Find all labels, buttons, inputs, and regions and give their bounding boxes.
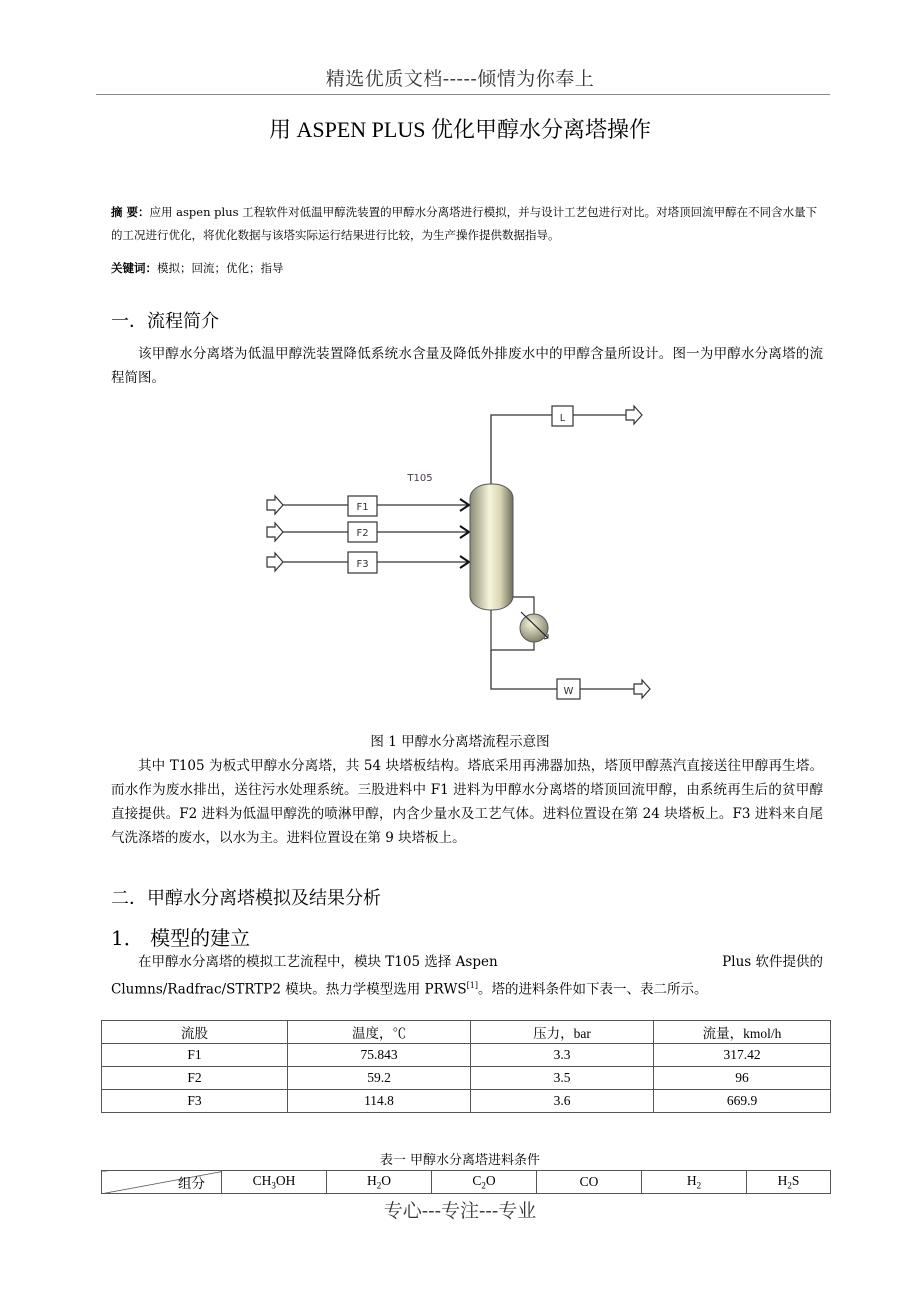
- model-paragraph-line2: [111, 974, 823, 1002]
- formula-tail: OH: [275, 1173, 296, 1189]
- abstract-label: 摘 要：: [111, 205, 150, 219]
- stream-label-F2: F2: [356, 528, 369, 539]
- feed-conditions-table: [101, 1020, 831, 1113]
- column-label: T105: [407, 473, 433, 484]
- document-title: 用 ASPEN PLUS 优化甲醇水分离塔操作: [269, 117, 651, 142]
- table-cell: F2: [102, 1067, 288, 1090]
- inlet-arrow-icon: [267, 553, 283, 571]
- table-header-cell: 温度，℃: [288, 1021, 471, 1044]
- table1-caption: 表一 甲醇水分离塔进料条件: [379, 1153, 541, 1168]
- formula-main: H: [777, 1173, 788, 1189]
- formula-tail: O: [381, 1173, 391, 1189]
- component-header: [747, 1171, 831, 1194]
- section1-paragraph: 该甲醇水分离塔为低温甲醇洗装置降低系统水含量及降低外排废水中的甲醇含量所设计。图一为甲醇水分离塔的流程简图。: [111, 346, 823, 386]
- table-cell: 3.6: [471, 1090, 654, 1113]
- table-cell: 3.3: [471, 1044, 654, 1067]
- formula-tail: O: [485, 1173, 496, 1189]
- outlet-arrow-icon: [626, 406, 642, 424]
- figure-caption: 图 1 甲醇水分离塔流程示意图: [370, 734, 550, 750]
- process-flow-diagram: [250, 400, 670, 710]
- formula-main: CH: [252, 1173, 272, 1189]
- keywords-text: 模拟；回流；优化；指导: [157, 261, 284, 275]
- keywords-label: 关键词：: [111, 261, 157, 275]
- table-header-cell: 压力，bar: [471, 1021, 654, 1044]
- table-cell: 96: [654, 1067, 831, 1090]
- top-stream-line: [491, 415, 552, 485]
- table-cell: 3.5: [471, 1067, 654, 1090]
- feed-stream-F1: [267, 496, 469, 516]
- model-text-line2b: 。塔的进料条件如下表一、表二所示。: [477, 981, 708, 998]
- table-row: [102, 1090, 831, 1113]
- table-header-row: [102, 1171, 831, 1194]
- table-cell: 669.9: [654, 1090, 831, 1113]
- inlet-arrow-icon: [267, 523, 283, 541]
- feed-stream-F3: [267, 552, 469, 573]
- formula-tail: S: [791, 1173, 800, 1189]
- page-header: 精选优质文档-----倾情为你奉上: [325, 68, 595, 90]
- table-header-cell: 流股: [102, 1021, 288, 1044]
- subsection-heading: 1． 模型的建立: [111, 926, 251, 950]
- citation-ref[interactable]: [1]: [466, 981, 478, 990]
- abstract-text: 应用 aspen plus 工程软件对低温甲醇洗装置的甲醇水分离塔进行模拟，并与设计工艺包进行对比。对塔顶回流甲醇在不同含水量下的工况进行优化，将优化数据与该塔实际运行结果进行比较，为生产操作提供数据指导。: [111, 205, 818, 242]
- formula-main: H: [686, 1173, 697, 1189]
- section2-heading: 二．甲醇水分离塔模拟及结果分析: [111, 888, 381, 909]
- formula-sub: 2: [376, 1180, 382, 1191]
- feed-stream-F2: [267, 522, 469, 542]
- component-header: [222, 1171, 327, 1194]
- formula-sub: 2: [696, 1180, 702, 1191]
- page-footer: 专心---专注---专业: [383, 1200, 537, 1222]
- corner-label: 组分: [178, 1176, 205, 1191]
- section1-heading: 一．流程简介: [111, 311, 219, 332]
- component-header: [432, 1171, 537, 1194]
- column-description: 其中 T105 为板式甲醇水分离塔，共 54 块塔板结构。塔底采用再沸器加热，塔顶甲醇蒸汽直接送往甲醇再生塔。而水作为废水排出，送往污水处理系统。三股进料中 F1 进料为甲醇水分离塔的塔顶回流甲醇，由系统再生后的贫甲醇直接提供。F2 进料为低温甲醇洗的喷淋甲醇，内含少量水及工艺气体。进料位置设在第 24 块塔板上。F3 进料来自尾气洗涤塔的废水，以水为主。进料位置设在第 9 块塔板上。: [111, 758, 823, 846]
- component-header: [642, 1171, 747, 1194]
- table-cell: 59.2: [288, 1067, 471, 1090]
- abstract: [111, 201, 827, 247]
- table-header-cell: 流量，kmol/h: [654, 1021, 831, 1044]
- formula-main: C: [472, 1173, 482, 1189]
- formula-sub: 2: [787, 1180, 792, 1191]
- reboiler-icon: [520, 614, 548, 642]
- model-text-part1: 在甲醇水分离塔的模拟工艺流程中，模块 T105 选择 Aspen: [138, 954, 498, 970]
- table-cell: 75.843: [288, 1044, 471, 1067]
- outlet-arrow-icon: [634, 680, 650, 698]
- stream-label-W: W: [563, 686, 574, 697]
- table-row: [102, 1067, 831, 1090]
- formula-sub: 2: [481, 1180, 486, 1191]
- table-corner-cell: [102, 1171, 222, 1194]
- model-text-part2: Plus 软件提供的: [722, 954, 823, 970]
- model-text-line2a: Clumns/Radfrac/STRTP2 模块。热力学模型选用 PRWS: [111, 981, 467, 998]
- formula-sub: 3: [271, 1180, 276, 1191]
- inlet-arrow-icon: [267, 496, 283, 514]
- stream-label-L: L: [559, 413, 566, 424]
- table-header-row: [102, 1021, 831, 1044]
- component-header: [537, 1171, 642, 1194]
- header-divider: [96, 94, 830, 95]
- model-paragraph: [111, 950, 823, 1002]
- table-cell: F3: [102, 1090, 288, 1113]
- formula-main: H: [367, 1173, 377, 1189]
- table-row: [102, 1044, 831, 1067]
- flow-diagram-svg: [250, 400, 670, 710]
- top-product-stream: [491, 406, 642, 485]
- table-cell: F1: [102, 1044, 288, 1067]
- table-cell: 317.42: [654, 1044, 831, 1067]
- stream-label-F1: F1: [356, 502, 369, 513]
- bottom-product-stream: [491, 650, 650, 699]
- component-header: [327, 1171, 432, 1194]
- stream-label-F3: F3: [356, 559, 369, 570]
- table-cell: 114.8: [288, 1090, 471, 1113]
- keywords: [111, 260, 284, 276]
- distillation-column-icon: [470, 484, 513, 610]
- composition-table: [101, 1170, 831, 1194]
- model-paragraph-line1: [111, 950, 823, 974]
- formula-main: CO: [579, 1174, 599, 1189]
